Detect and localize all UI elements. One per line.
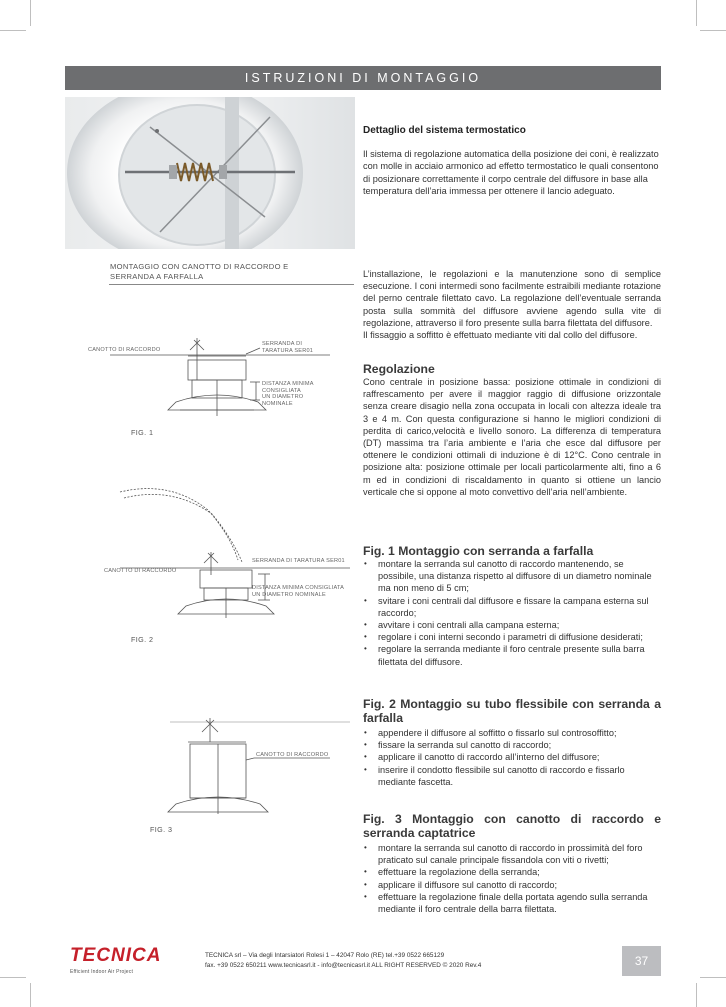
crop-mark	[0, 30, 26, 31]
crop-mark	[696, 983, 697, 1007]
footer-line: fax. +39 0522 650211 www.tecnicasrl.it - info@tecnicasrl.it ALL RIGHT RESERVED © 2020 Rev.4	[205, 962, 482, 969]
regolazione-section	[363, 362, 661, 498]
fig2-list	[363, 727, 661, 788]
install-paragraph: Il fissaggio a soffitto è effettuato mediante viti dal collo del diffusore.	[363, 330, 638, 341]
fig3-heading: Fig. 3 Montaggio con canotto di raccordo e serranda captatrice	[363, 812, 661, 840]
list-item: • applicare il canotto di raccordo all’interno del diffusore;	[363, 751, 661, 763]
fig2-drawing	[100, 480, 360, 630]
fig1-left-label: CANOTTO DI RACCORDO	[88, 347, 161, 353]
install-paragraph: L’installazione, le regolazioni e la manutenzione sono di semplice esecuzione. I coni intermedi sono facilmente estraibili mediante rotazione del perno centrale filettato cavo. La regolazione dell’eventuale serranda posta sulla sommità del diffusore avviene agendo sulla vite di regolazione, attraverso il foro presente sulla barra filettata del diffusore.	[363, 269, 661, 328]
drawings-title	[110, 262, 289, 281]
regolazione-body: Cono centrale in posizione bassa: posizione ottimale in condizioni di raffrescamento per avere il maggior raggio di diffusione orizzontale senza creare disagio nella zona occupata in locali con altezza ideale tra 3 e 4 m. Con questa configurazione si hanno le migliori condizioni di perdita di carico,velocità e livello sonoro. La differenza di temperatura (DT) massima tra l’aria ambiente e l’aria che esce dal diffusore per ottenere le condizioni ottimali di induzione è di 12°C. Cono centrale in posizione alta: posizione ottimale per locali particolarmente alti, fino a 6 m ed in condizioni di riscaldamento in quanto si ottiene un lancio verticale che si oppone al moto convettivo dell’aria nell’ambiente.	[363, 377, 661, 497]
page-number: 37	[622, 946, 661, 976]
drawings-title-line: SERRANDA A FARFALLA	[110, 271, 204, 281]
list-item: • montare la serranda sul canotto di raccordo in prossimità del foro praticato sul canale principale fissandola con viti o rivetti;	[363, 842, 661, 866]
thermo-section	[363, 125, 661, 197]
drawings-title-underline	[109, 284, 354, 285]
fig3-section	[363, 812, 661, 915]
footer-line: TECNICA srl – Via degli Intarsiatori Rolesi 1 – 42047 Rolo (RE) tel.+39 0522 665129	[205, 952, 445, 959]
page-title: ISTRUZIONI DI MONTAGGIO	[244, 71, 482, 85]
fig1-caption: FIG. 1	[131, 428, 154, 437]
list-item: • svitare i coni centrali dal diffusore e fissare la campana esterna sul raccordo;	[363, 595, 661, 619]
logo-text: TECNICA	[70, 945, 162, 966]
list-item: • applicare il diffusore sul canotto di raccordo;	[363, 879, 661, 891]
header-bar	[65, 66, 661, 90]
list-item: • avvitare i coni centrali alla campana esterna;	[363, 619, 661, 631]
fig1-right-label-line: TARATURA SER01	[262, 347, 314, 354]
fig1-distance-line: DISTANZA MINIMA	[262, 381, 314, 387]
list-item: • montare la serranda sul canotto di raccordo mantenendo, se possibile, una distanza rispetto al diffusore di un diametro nominale ma non meno di 5 cm;	[363, 558, 661, 595]
thermo-heading: Dettaglio del sistema termostatico	[363, 125, 526, 136]
drawings-title-line: MONTAGGIO CON CANOTTO DI RACCORDO E	[110, 262, 289, 271]
regolazione-heading: Regolazione	[363, 362, 435, 376]
company-logo	[70, 945, 180, 975]
list-item: • effettuare la regolazione della serranda;	[363, 866, 661, 878]
crop-mark	[696, 0, 697, 26]
fig3-right-label: CANOTTO DI RACCORDO	[256, 752, 329, 758]
fig2-right-label: SERRANDA DI TARATURA SER01	[252, 558, 345, 564]
fig3-caption: FIG. 3	[150, 825, 173, 834]
crop-mark	[0, 977, 26, 978]
fig1-right-label	[262, 341, 313, 354]
fig1-list	[363, 558, 661, 668]
fig2-section	[363, 697, 661, 788]
footer-address	[205, 951, 481, 971]
fig2-left-label: CANOTTO DI RACCORDO	[104, 568, 177, 574]
list-item: • regolare la serranda mediante il foro centrale presente sulla barra filettata del diffusore.	[363, 643, 661, 667]
fig3-list	[363, 842, 661, 915]
fig2-distance-line: DISTANZA MINIMA CONSIGLIATA	[252, 585, 345, 591]
list-item: • effettuare la regolazione finale della portata agendo sulla serranda mediante il foro centrale della barra filettata.	[363, 891, 661, 915]
install-section	[363, 268, 661, 341]
fig2-caption: FIG. 2	[131, 635, 154, 644]
fig2-distance-line: UN DIAMETRO NOMINALE	[252, 591, 326, 598]
crop-mark	[700, 30, 726, 31]
fig1-distance-line: NOMINALE	[262, 400, 293, 407]
fig2-distance-label	[252, 585, 344, 598]
crop-mark	[30, 0, 31, 26]
fig1-distance-label	[262, 381, 314, 407]
fig2-heading: Fig. 2 Montaggio su tubo flessibile con serranda a farfalla	[363, 697, 661, 725]
fig1-distance-line: CONSIGLIATA	[262, 387, 301, 394]
fig1-distance-line: UN DIAMETRO	[262, 394, 304, 401]
crop-mark	[700, 977, 726, 978]
fig1-heading: Fig. 1 Montaggio con serranda a farfalla	[363, 544, 594, 558]
fig1-section	[363, 544, 661, 668]
crop-mark	[30, 983, 31, 1007]
list-item: • inserire il condotto flessibile sul canotto di raccordo e fissarlo mediante fascetta.	[363, 764, 661, 788]
fig3-drawing	[150, 710, 350, 830]
thermostatic-system-photo	[65, 97, 355, 249]
list-item: • regolare i coni interni secondo i parametri di diffusione desiderati;	[363, 631, 661, 643]
thermo-body: Il sistema di regolazione automatica della posizione dei coni, è realizzato con molle in acciaio armonico ad effetto termostatico le quali consentono di posizionare correttamente il corpo centrale del diffusore in base alla temperatura dell’aria immessa per ottenere il lancio adeguato.	[363, 149, 659, 196]
list-item: • appendere il diffusore al soffitto o fissarlo sul controsoffitto;	[363, 727, 661, 739]
logo-tagline: Efficient Indoor Air Project	[70, 969, 134, 975]
list-item: • fissare la serranda sul canotto di raccordo;	[363, 739, 661, 751]
fig1-right-label-line: SERRANDA DI	[262, 341, 303, 347]
